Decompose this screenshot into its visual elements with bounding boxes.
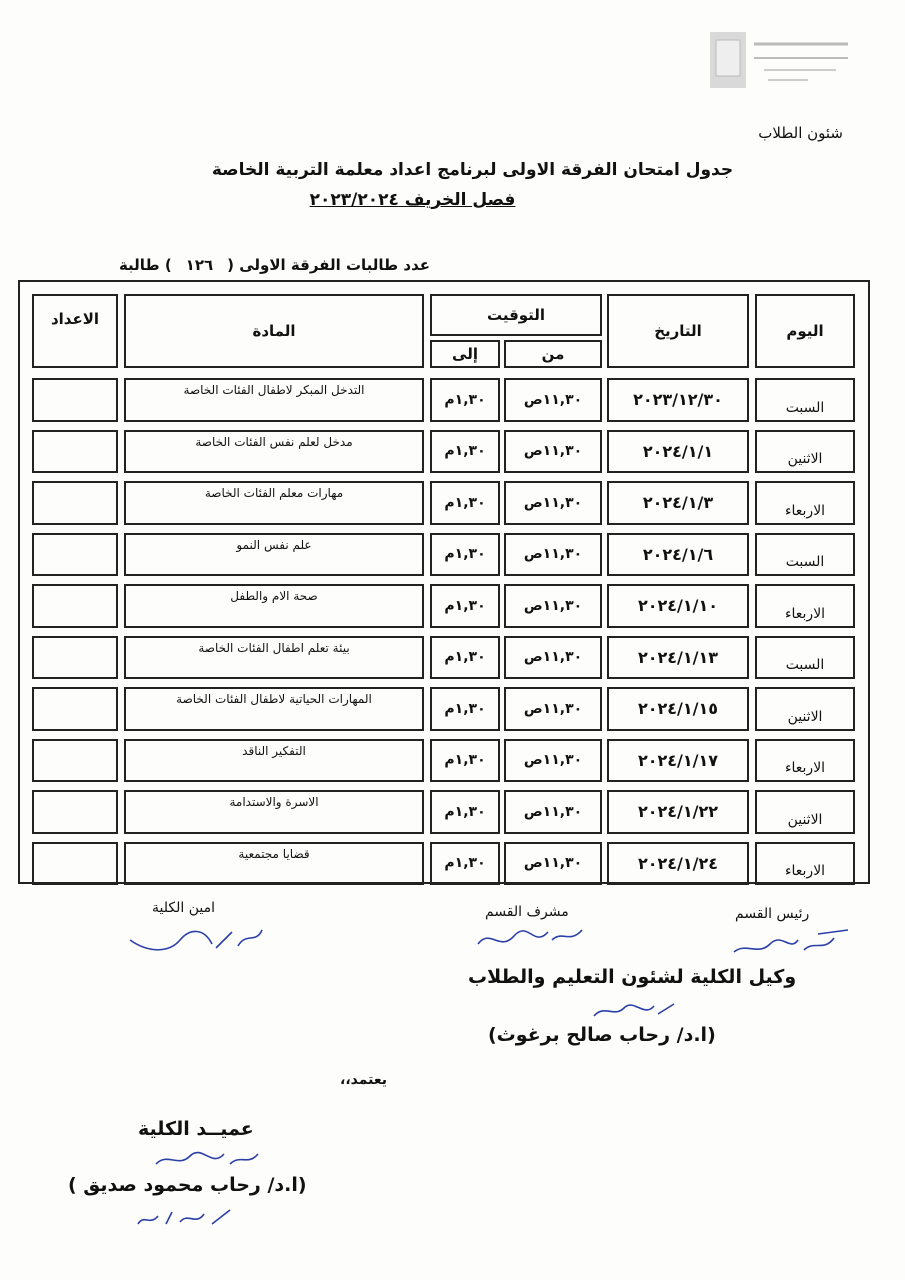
header-day: اليوم (755, 294, 855, 368)
from-time-cell: ١١,٣٠ص (504, 584, 602, 628)
subject-cell: مهارات معلم الفئات الخاصة (124, 481, 424, 525)
subject-cell: المهارات الحياتية لاطفال الفئات الخاصة (124, 687, 424, 731)
day-cell: السبت (755, 378, 855, 422)
from-time-cell: ١١,٣٠ص (504, 378, 602, 422)
count-label: عدد طالبات الفرقة الاولى (239, 256, 430, 274)
approved-label: يعتمد،، (340, 1072, 387, 1088)
day-cell: الاربعاء (755, 481, 855, 525)
count-value: ١٢٦ (185, 256, 214, 274)
preparation-cell (32, 790, 118, 834)
to-time-cell: ١,٣٠م (430, 636, 500, 680)
day-cell: الاربعاء (755, 739, 855, 783)
to-time-cell: ١,٣٠م (430, 481, 500, 525)
semester-title: فصل الخريف ٢٠٢٣/٢٠٢٤ (309, 190, 516, 210)
date-cell: ٢٠٢٣/١٢/٣٠ (607, 378, 749, 422)
exam-schedule-table (18, 280, 870, 884)
university-logo (708, 30, 858, 92)
subject-cell: مدخل لعلم نفس الفئات الخاصة (124, 430, 424, 474)
day-cell: السبت (755, 636, 855, 680)
day-cell: الاثنين (755, 430, 855, 474)
preparation-cell (32, 533, 118, 577)
date-cell: ٢٠٢٤/١/٣ (607, 481, 749, 525)
header-preparation: الاعداد (32, 294, 118, 368)
preparation-cell (32, 842, 118, 886)
header-date: التاريخ (607, 294, 749, 368)
day-cell: السبت (755, 533, 855, 577)
dept-head-signature (728, 922, 858, 964)
day-cell: الاثنين (755, 687, 855, 731)
to-time-cell: ١,٣٠م (430, 430, 500, 474)
header-to: إلى (430, 340, 500, 368)
subject-cell: التدخل المبكر لاطفال الفئات الخاصة (124, 378, 424, 422)
date-cell: ٢٠٢٤/١/١٠ (607, 584, 749, 628)
dean-name: (ا.د/ رحاب محمود صديق ) (68, 1174, 307, 1196)
to-time-cell: ١,٣٠م (430, 687, 500, 731)
to-time-cell: ١,٣٠م (430, 378, 500, 422)
vice-dean-name: (ا.د/ رحاب صالح برغوث) (488, 1024, 716, 1046)
date-cell: ٢٠٢٤/١/٢٤ (607, 842, 749, 886)
vice-dean-title: وكيل الكلية لشئون التعليم والطلاب (468, 966, 797, 988)
preparation-cell (32, 584, 118, 628)
to-time-cell: ١,٣٠م (430, 790, 500, 834)
dept-supervisor-label: مشرف القسم (485, 904, 569, 920)
preparation-cell (32, 430, 118, 474)
date-cell: ٢٠٢٤/١/١٧ (607, 739, 749, 783)
date-cell: ٢٠٢٤/١/١ (607, 430, 749, 474)
to-time-cell: ١,٣٠م (430, 739, 500, 783)
subject-cell: علم نفس النمو (124, 533, 424, 577)
department-label: شئون الطلاب (758, 124, 843, 142)
dept-supervisor-signature (470, 918, 590, 958)
to-time-cell: ١,٣٠م (430, 533, 500, 577)
date-cell: ٢٠٢٤/١/١٥ (607, 687, 749, 731)
preparation-cell (32, 481, 118, 525)
from-time-cell: ١١,٣٠ص (504, 739, 602, 783)
date-cell: ٢٠٢٤/١/١٣ (607, 636, 749, 680)
from-time-cell: ١١,٣٠ص (504, 430, 602, 474)
dean-title: عميــد الكلية (138, 1118, 254, 1140)
subject-cell: الاسرة والاستدامة (124, 790, 424, 834)
page-title: جدول امتحان الفرقة الاولى لبرنامج اعداد معلمة التربية الخاصة (211, 160, 734, 180)
student-count: عدد طالبات الفرقة الاولى (١٢٦) طالبة (118, 256, 430, 274)
count-unit: طالبة (118, 256, 160, 274)
dept-head-label: رئيس القسم (735, 906, 810, 922)
from-time-cell: ١١,٣٠ص (504, 481, 602, 525)
day-cell: الاثنين (755, 790, 855, 834)
vice-dean-signature (588, 998, 680, 1024)
preparation-cell (32, 687, 118, 731)
from-time-cell: ١١,٣٠ص (504, 842, 602, 886)
header-from: من (504, 340, 602, 368)
subject-cell: قضايا مجتمعية (124, 842, 424, 886)
college-secretary-signature (120, 918, 270, 962)
preparation-cell (32, 739, 118, 783)
date-cell: ٢٠٢٤/١/٦ (607, 533, 749, 577)
header-timing: التوقيت (430, 294, 602, 336)
from-time-cell: ١١,٣٠ص (504, 636, 602, 680)
header-subject: المادة (124, 294, 424, 368)
from-time-cell: ١١,٣٠ص (504, 687, 602, 731)
day-cell: الاربعاء (755, 842, 855, 886)
subject-cell: التفكير الناقد (124, 739, 424, 783)
day-cell: الاربعاء (755, 584, 855, 628)
to-time-cell: ١,٣٠م (430, 584, 500, 628)
subject-cell: بيئة تعلم اطفال الفئات الخاصة (124, 636, 424, 680)
date-cell: ٢٠٢٤/١/٢٢ (607, 790, 749, 834)
dean-signature (150, 1146, 262, 1174)
to-time-cell: ١,٣٠م (430, 842, 500, 886)
dean-date-handwritten (130, 1204, 242, 1232)
subject-cell: صحة الام والطفل (124, 584, 424, 628)
from-time-cell: ١١,٣٠ص (504, 533, 602, 577)
college-secretary-label: امين الكلية (152, 900, 215, 916)
preparation-cell (32, 378, 118, 422)
preparation-cell (32, 636, 118, 680)
from-time-cell: ١١,٣٠ص (504, 790, 602, 834)
